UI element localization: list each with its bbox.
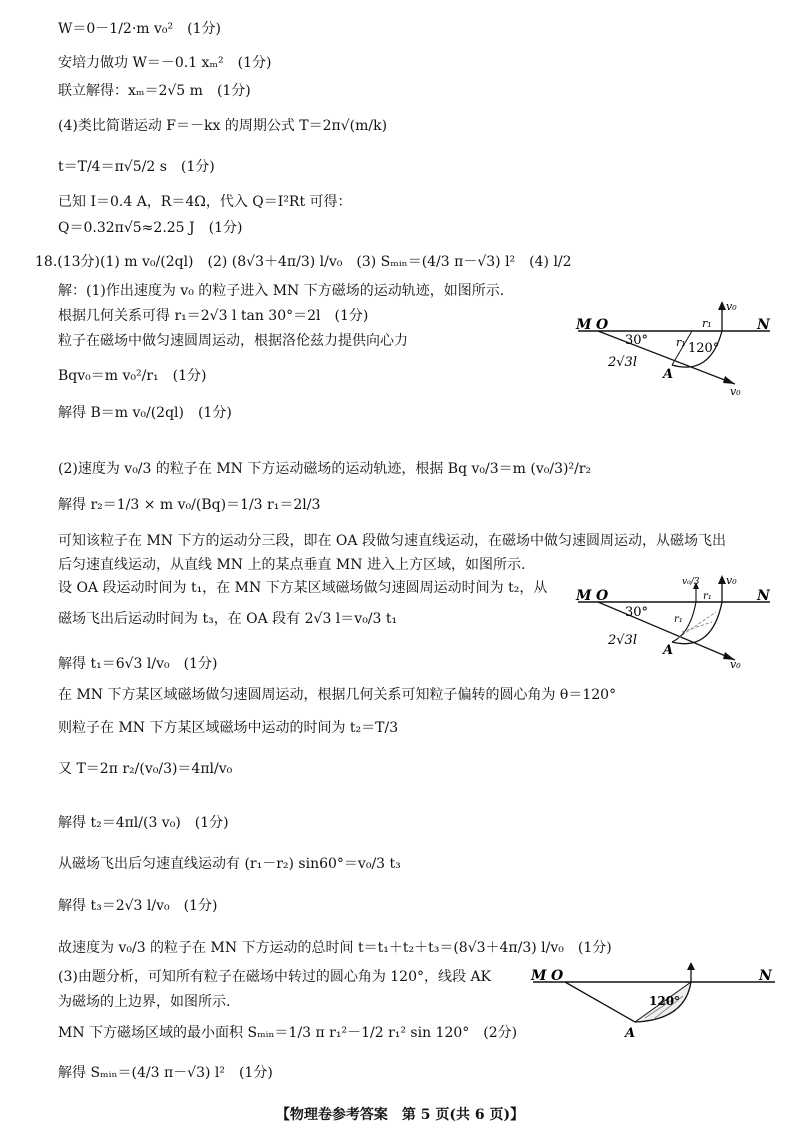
text-line: 从磁场飞出后匀速直线运动有 (r₁－r₂) sin60°＝v₀/3 t₃ bbox=[58, 856, 401, 872]
label-v0-down: v₀ bbox=[730, 385, 741, 398]
text-line: 根据几何关系可得 r₁＝2√3 l tan 30°＝2l (1分) bbox=[58, 308, 369, 324]
label-o: O bbox=[596, 317, 609, 333]
text-line: (4)类比简谐运动 F＝－kx 的周期公式 T＝2π√(m/k) bbox=[58, 118, 388, 134]
label-o: O bbox=[551, 968, 564, 984]
label-v0-up: v₀ bbox=[726, 574, 737, 587]
arrow-up bbox=[718, 301, 726, 310]
path-oa bbox=[565, 982, 635, 1022]
label-r1b: r₁ bbox=[674, 614, 683, 625]
text-line: 设 OA 段运动时间为 t₁，在 MN 下方某区域磁场做匀速圆周运动时间为 t₂，从 bbox=[58, 580, 548, 596]
text-line: MN 下方磁场区域的最小面积 Sₘᵢₙ＝1/3 π r₁²－1/2 r₁² sin 120° (2分) bbox=[58, 1025, 518, 1041]
text-line: 磁场飞出后运动时间为 t₃，在 OA 段有 2√3 l＝v₀/3 t₁ bbox=[58, 611, 398, 627]
arrow-up bbox=[687, 962, 695, 970]
label-r1: r₁ bbox=[702, 317, 712, 330]
text-line: 为磁场的上边界，如图所示. bbox=[58, 994, 231, 1010]
text-line: Bqv₀＝m v₀²/r₁ (1分) bbox=[58, 368, 207, 384]
figure-1-trajectory bbox=[570, 298, 785, 398]
label-angle: 30° bbox=[625, 333, 649, 348]
text-line: 解得 r₂＝1/3 × m v₀/(Bq)＝1/3 r₁＝2l/3 bbox=[58, 497, 321, 513]
label-r1: r₁ bbox=[703, 591, 712, 602]
arrow-down bbox=[723, 376, 735, 384]
label-m: M bbox=[576, 588, 592, 604]
text-line: 又 T＝2π r₂/(v₀/3)＝4πl/v₀ bbox=[58, 761, 233, 777]
label-arc: 120° bbox=[688, 341, 720, 356]
text-line: t＝T/4＝π√5/2 s (1分) bbox=[58, 159, 215, 175]
text-line: 已知 I＝0.4 A，R＝4Ω，代入 Q＝I²Rt 可得： bbox=[58, 194, 352, 210]
label-n: N bbox=[759, 968, 772, 984]
text-line: 联立解得：xₘ＝2√5 m (1分) bbox=[58, 83, 251, 99]
figure-2-trajectory bbox=[570, 572, 785, 672]
text-line: (3)由题分析，可知所有粒子在磁场中转过的圆心角为 120°，线段 AK bbox=[58, 969, 492, 985]
label-n: N bbox=[757, 588, 770, 604]
label-v0-up: v₀ bbox=[726, 300, 737, 313]
page-footer: 【物理卷参考答案 第 5 页(共 6 页)】 bbox=[275, 1107, 525, 1123]
answer-summary: 18.(13分)(1) m v₀/(2ql) (2) (8√3＋4π/3) l/v₀ (3) Sₘᵢₙ＝(4/3 π－√3) l² (4) l/2 bbox=[35, 254, 572, 270]
text-line: (2)速度为 v₀/3 的粒子在 MN 下方运动磁场的运动轨迹，根据 Bq v₀/3＝m (v₀/3)²/r₂ bbox=[58, 461, 592, 477]
text-line: 安培力做功 W＝－0.1 xₘ² (1分) bbox=[58, 55, 272, 71]
label-v0-down: v₀ bbox=[730, 658, 741, 671]
label-m: M bbox=[576, 317, 592, 333]
text-line: 解得 t₂＝4πl/(3 v₀) (1分) bbox=[58, 815, 229, 831]
label-oa: 2√3l bbox=[608, 355, 637, 370]
label-angle: 30° bbox=[625, 605, 649, 620]
text-line: W＝0－1/2·m v₀² (1分) bbox=[58, 21, 221, 37]
text-line: 解得 t₃＝2√3 l/v₀ (1分) bbox=[58, 898, 218, 914]
text-line: 故速度为 v₀/3 的粒子在 MN 下方运动的总时间 t＝t₁＋t₂＋t₃＝(8√3＋4π/3) l/v₀ (1分) bbox=[58, 940, 612, 956]
label-a: A bbox=[625, 1026, 636, 1041]
text-line: 可知该粒子在 MN 下方的运动分三段，即在 OA 段做匀速直线运动，在磁场中做匀速圆周运动，从磁场飞出 bbox=[58, 533, 726, 549]
figure-3-min-area bbox=[525, 960, 785, 1042]
text-line: 则粒子在 MN 下方某区域磁场中运动的时间为 t₂＝T/3 bbox=[58, 720, 399, 736]
label-r1b: r₁ bbox=[676, 336, 686, 349]
label-m: M bbox=[531, 968, 547, 984]
arrow-up bbox=[718, 575, 726, 584]
text-line: 解得 t₁＝6√3 l/v₀ (1分) bbox=[58, 656, 218, 672]
text-line: 后匀速直线运动，从直线 MN 上的某点垂直 MN 进入上方区域，如图所示. bbox=[58, 557, 526, 573]
text-line: Q＝0.32π√5≈2.25 J (1分) bbox=[58, 220, 243, 236]
text-line: 粒子在磁场中做匀速圆周运动，根据洛伦兹力提供向心力 bbox=[58, 333, 408, 349]
label-arc: 120° bbox=[649, 994, 681, 1008]
label-oa: 2√3l bbox=[608, 633, 637, 648]
label-a: A bbox=[663, 367, 674, 382]
text-line: 在 MN 下方某区域磁场做匀速圆周运动，根据几何关系可知粒子偏转的圆心角为 θ＝120° bbox=[58, 687, 617, 703]
text-line: 解：(1)作出速度为 v₀ 的粒子进入 MN 下方磁场的运动轨迹，如图所示. bbox=[58, 283, 505, 299]
label-n: N bbox=[757, 317, 770, 333]
text-line: 解得 B＝m v₀/(2ql) (1分) bbox=[58, 405, 232, 421]
label-v0-frac: v₀/3 bbox=[682, 577, 700, 587]
label-a: A bbox=[663, 643, 674, 658]
label-o: O bbox=[596, 588, 609, 604]
text-line: 解得 Sₘᵢₙ＝(4/3 π－√3) l² (1分) bbox=[58, 1065, 273, 1081]
